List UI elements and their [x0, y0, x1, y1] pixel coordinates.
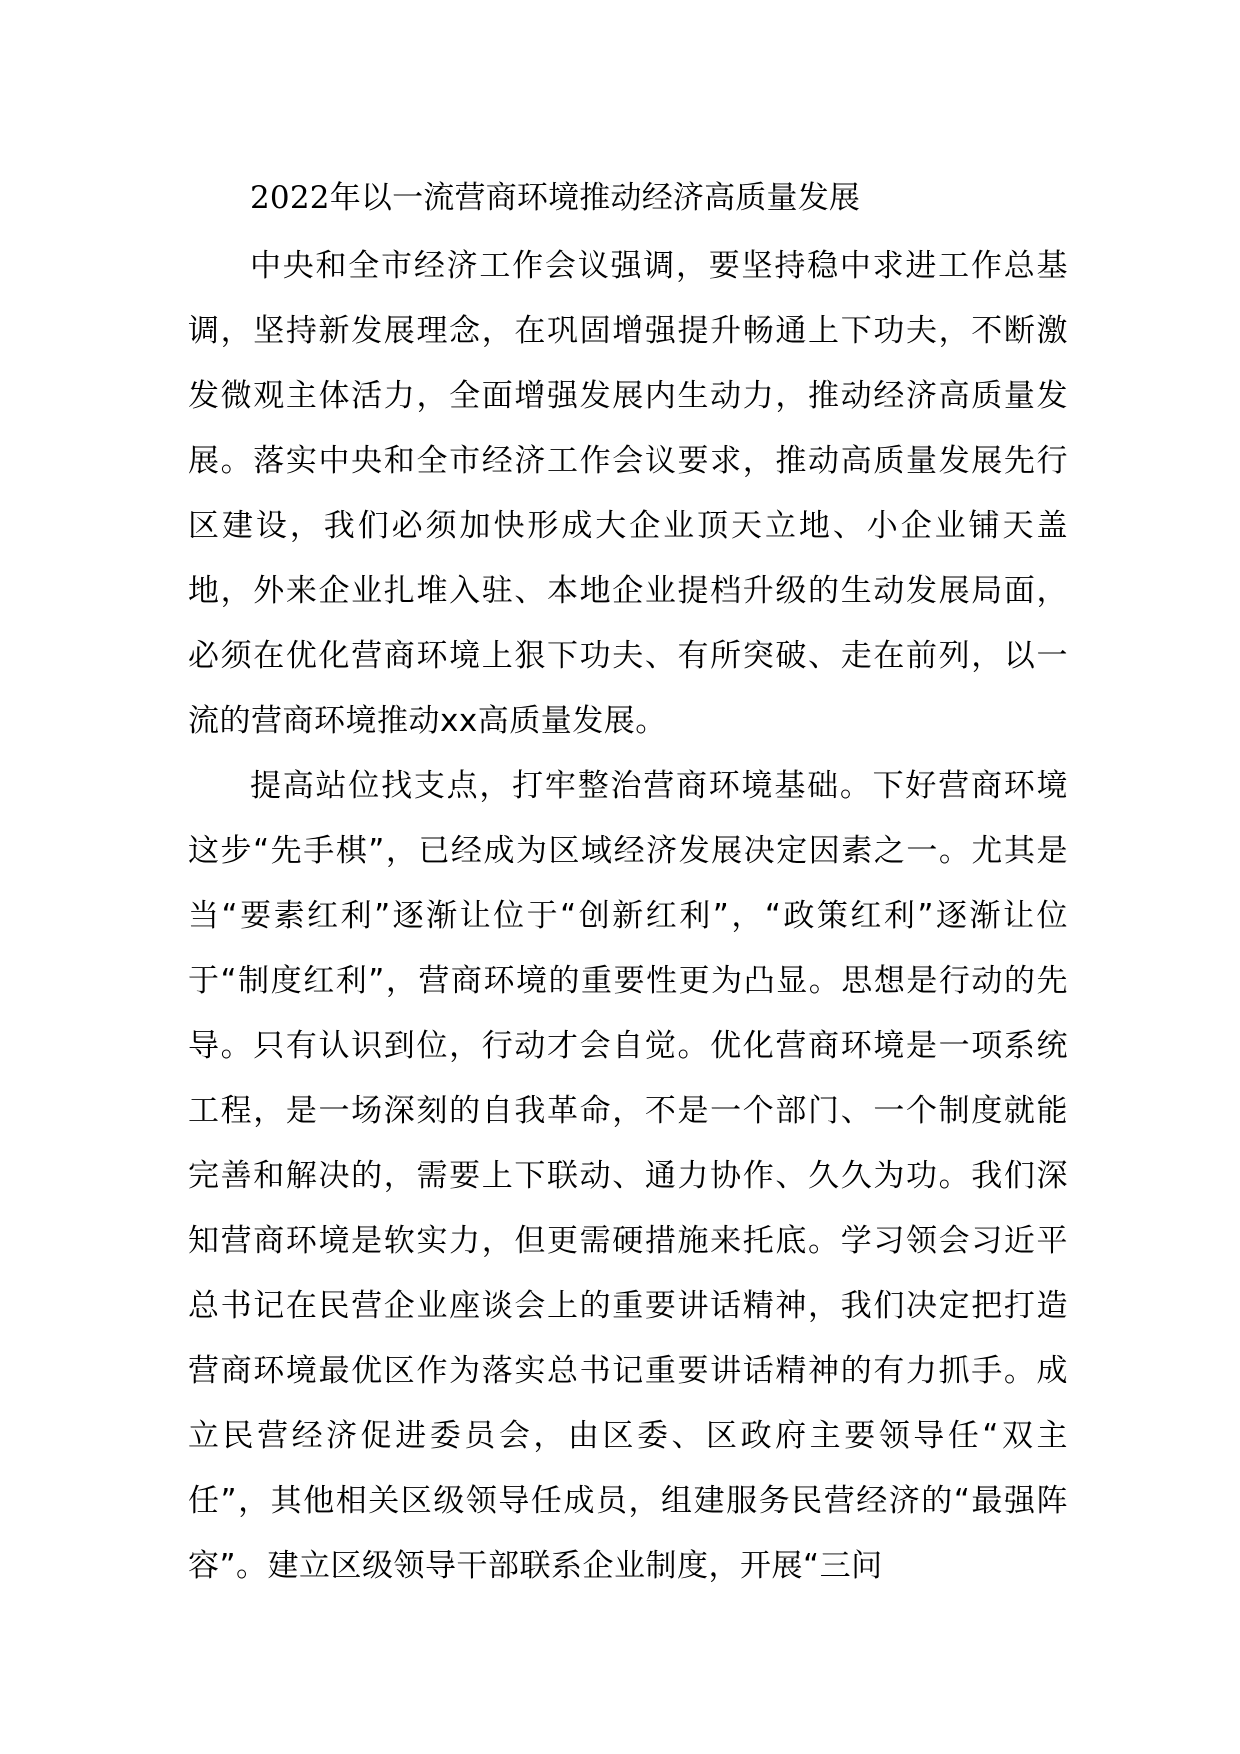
- document-title: 2022年以一流营商环境推动经济高质量发展: [250, 180, 861, 216]
- paragraph-1: 中央和全市经济工作会议强调，要坚持稳中求进工作总基调，坚持新发展理念，在巩固增强提升畅通上下功夫，不断激发微观主体活力，全面增强发展内生动力，推动经济高质量发展。落实中央和全市经济工作会议要求，推动高质量发展先行区建设，我们必须加快形成大企业顶天立地、小企业铺天盖地，外来企业扎堆入驻、本地企业提档升级的生动发展局面，必须在优化营商环境上狠下功夫、有所突破、走在前列，以一流的营商环境推动xx高质量发展。: [188, 248, 1068, 739]
- document-body: [188, 234, 1068, 1599]
- paragraph-2: 提高站位找支点，打牢整治营商环境基础。下好营商环境这步“先手棋”，已经成为区域经济发展决定因素之一。尤其是当“要素红利”逐渐让位于“创新红利”，“政策红利”逐渐让位于“制度红利”，营商环境的重要性更为凸显。思想是行动的先导。只有认识到位，行动才会自觉。优化营商环境是一项系统工程，是一场深刻的自我革命，不是一个部门、一个制度就能完善和解决的，需要上下联动、通力协作、久久为功。我们深知营商环境是软实力，但更需硬措施来托底。学习领会习近平总书记在民营企业座谈会上的重要讲话精神，我们决定把打造营商环境最优区作为落实总书记重要讲话精神的有力抓手。成立民营经济促进委员会，由区委、区政府主要领导任“双主任”，其他相关区级领导任成员，组建服务民营经济的“最强阵容”。建立区级领导干部联系企业制度，开展“三问: [188, 768, 1068, 1584]
